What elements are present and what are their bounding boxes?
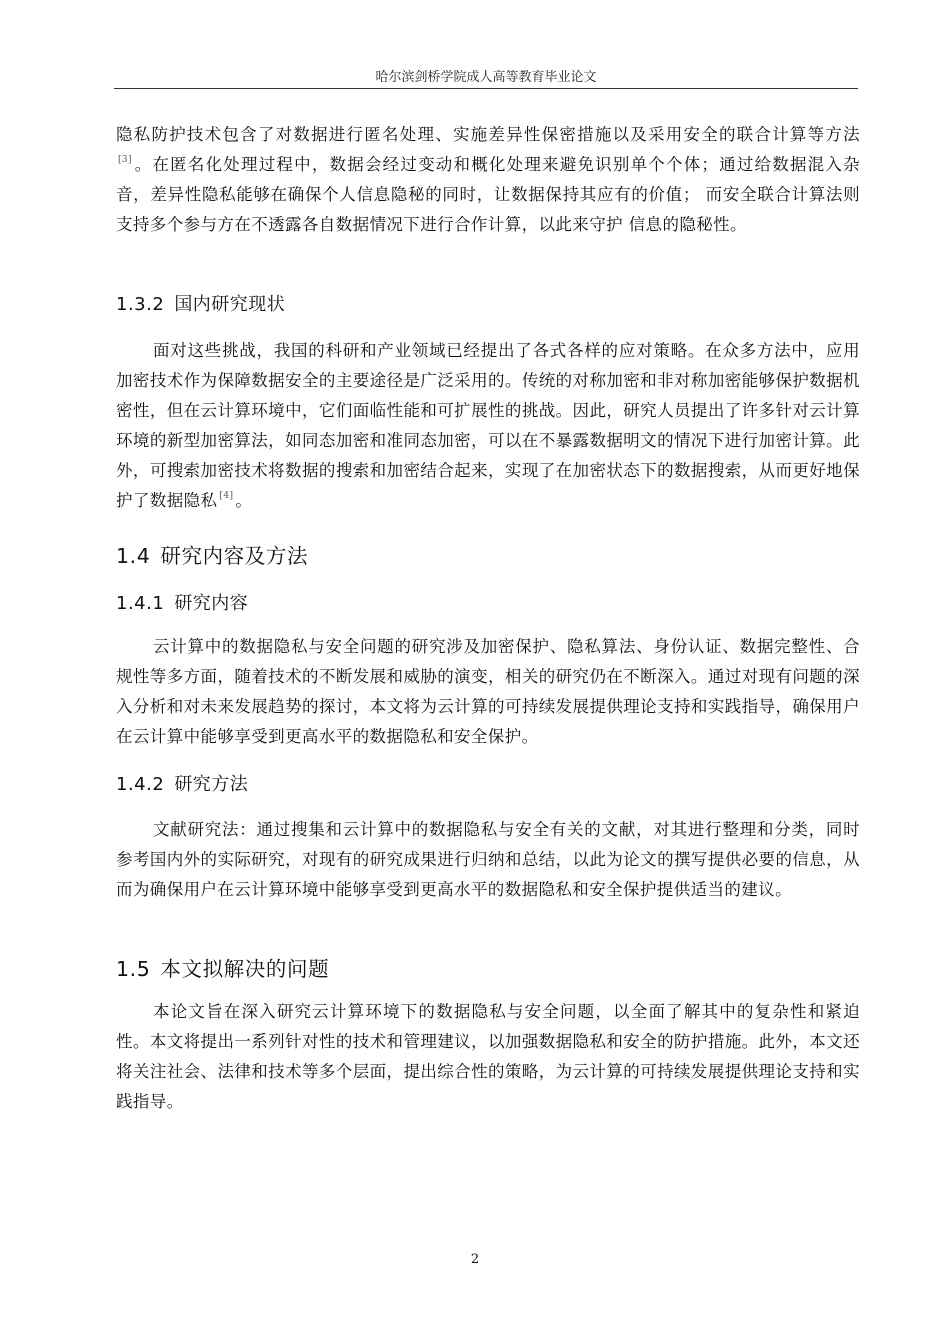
- paragraph-research-content: 云计算中的数据隐私与安全问题的研究涉及加密保护、隐私算法、身份认证、数据完整性、合规性等多方面，随着技术的不断发展和威胁的演变，相关的研究仍在不断深入。通过对现有问题的深入分析和对未来发展趋势的探讨，本文将为云计算的可持续发展提供理论支持和实践指导，确保用户在云计算中能够享受到更高水平的数据隐私和安全保护。: [116, 637, 860, 746]
- heading-title: 本文拟解决的问题: [160, 957, 330, 981]
- paragraph-research-method: 文献研究法：通过搜集和云计算中的数据隐私与安全有关的文献，对其进行整理和分类，同时参考国内外的实际研究，对现有的研究成果进行归纳和总结，以此为论文的撰写提供必要的信息，从而为确保用户在云计算环境中能够享受到更高水平的数据隐私和安全保护提供适当的建议。: [116, 820, 860, 899]
- heading-title: 研究内容: [174, 593, 249, 614]
- heading-1-5: [116, 952, 329, 982]
- heading-number: 1.4.1: [116, 593, 165, 614]
- paragraph-text: 隐私防护技术包含了对数据进行匿名处理、实施差异性保密措施以及采用安全的联合计算等方法: [116, 125, 860, 144]
- heading-number: 1.4: [116, 544, 151, 568]
- running-header: 哈尔滨剑桥学院成人高等教育毕业论文: [375, 70, 597, 85]
- paragraph-domestic-research: [116, 336, 860, 516]
- citation-4: [4]: [219, 491, 234, 501]
- paragraph-text: 。在匿名化处理过程中，数据会经过变动和概化处理来避免识别单个个体；通过给数据混入杂音，差异性隐私能够在确保个人信息隐秘的同时，让数据保持其应有的价值； 而安全联合计算法则支持多个参与方在不透露各自数据情况下进行合作计算，以此来守护 信息的隐秘性。: [116, 155, 860, 234]
- heading-title: 研究内容及方法: [160, 544, 309, 568]
- heading-1-4-1: [116, 589, 248, 615]
- paragraph-text: 面对这些挑战，我国的科研和产业领域已经提出了各式各样的应对策略。在众多方法中，应用加密技术作为保障数据安全的主要途径是广泛采用的。传统的对称加密和非对称加密能够保护数据机密性，但在云计算环境中，它们面临性能和可扩展性的挑战。因此，研究人员提出了许多针对云计算环境的新型加密算法，如同态加密和准同态加密，可以在不暴露数据明文的情况下进行加密计算。此外，可搜索加密技术将数据的搜索和加密结合起来，实现了在加密状态下的数据搜索，从而更好地保护了数据隐私: [116, 341, 860, 510]
- paragraph-text: 。: [235, 491, 253, 510]
- paragraph-privacy-techniques: [116, 120, 860, 240]
- header-rule: [114, 88, 858, 89]
- heading-1-3-2: [116, 290, 285, 316]
- heading-number: 1.4.2: [116, 774, 165, 795]
- citation-3: [3]: [118, 155, 132, 165]
- heading-number: 1.3.2: [116, 294, 165, 315]
- heading-number: 1.5: [116, 957, 151, 981]
- paragraph-problems: 本论文旨在深入研究云计算环境下的数据隐私与安全问题，以全面了解其中的复杂性和紧迫性。本文将提出一系列针对性的技术和管理建议，以加强数据隐私和安全的防护措施。此外，本文还将关注社会、法律和技术等多个层面，提出综合性的策略，为云计算的可持续发展提供理论支持和实践指导。: [116, 1002, 860, 1111]
- heading-title: 研究方法: [174, 774, 249, 795]
- heading-1-4: [116, 539, 308, 569]
- heading-title: 国内研究现状: [174, 294, 286, 315]
- heading-1-4-2: [116, 770, 248, 796]
- page-number: 2: [470, 1252, 480, 1267]
